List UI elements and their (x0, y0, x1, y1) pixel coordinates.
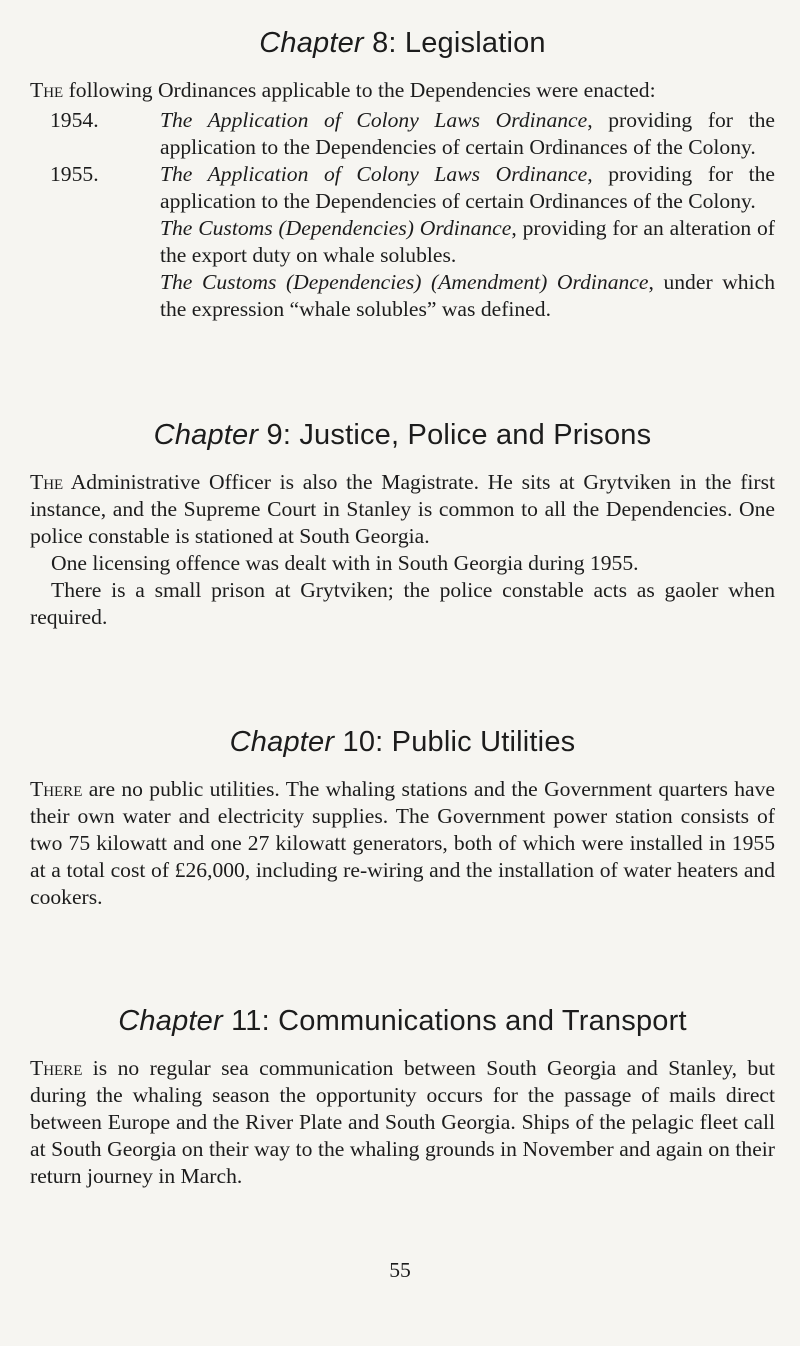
chapter-9-section (30, 414, 775, 631)
paragraph (30, 1055, 775, 1190)
paragraph-text: Administrative Officer is also the Magistrate. He sits at Grytviken in the first instance, and the Supreme Court in Stanley is common to all the Dependencies. One police constable is stationed at South Georgia. (30, 470, 775, 548)
chapter-title: 11: Communications and Transport (231, 1005, 687, 1037)
chapter-word: Chapter (259, 27, 364, 59)
intro-text: following Ordinances applicable to the Dependencies were enacted: (63, 78, 656, 102)
chapter-word: Chapter (118, 1005, 223, 1037)
chapter-10-section (30, 721, 775, 911)
ordinance-description: , providing for the application to the Dependencies of certain Ordinances of the Colony. (160, 162, 775, 213)
ordinance-title: The Customs (Dependencies) Ordinance (160, 216, 512, 240)
chapter-title: 9: Justice, Police and Prisons (266, 419, 652, 451)
chapter-9-heading (30, 414, 775, 456)
chapter-title: 8: Legislation (372, 27, 546, 59)
lead-word: The (30, 78, 64, 102)
paragraph-text: is no regular sea communication between South Georgia and Stanley, but during the whaling season the opportunity occurs for the passage of mails direct between Europe and the River Plate and South Georgia. Ships of the pelagic fleet call at South Georgia on their way to the whaling grounds in November and again on their return journey in March. (30, 1056, 775, 1188)
chapter-10-heading (30, 721, 775, 763)
paragraph: There is a small prison at Grytviken; the police constable acts as gaoler when required. (30, 578, 775, 629)
ordinance-entry (30, 269, 775, 323)
paragraph-text: are no public utilities. The whaling stations and the Government quarters have their own water and electricity supplies. The Government power station consists of two 75 kilowatt and one 27 kilowatt generators, both of which were installed in 1955 at a total cost of £26,000, including re-wiring and the installation of water heaters and cookers. (30, 777, 775, 909)
paragraph (30, 469, 775, 550)
ordinance-entry (30, 107, 775, 161)
chapter-word: Chapter (153, 419, 259, 451)
paragraph: One licensing offence was dealt with in South Georgia during 1955. (51, 551, 639, 575)
lead-word: There (30, 1056, 83, 1080)
chapter-title: 10: Public Utilities (342, 726, 576, 758)
lead-word: There (30, 777, 83, 801)
ordinance-description: , providing for an alteration of the export duty on whale solubles. (160, 216, 775, 267)
ordinance-entry (30, 161, 775, 215)
chapter-word: Chapter (229, 726, 335, 758)
ordinance-list (30, 107, 775, 323)
chapter-8-heading (30, 22, 775, 64)
ordinance-title: The Customs (Dependencies) (Amendment) Ordinance (160, 270, 649, 294)
page-number: 55 (389, 1258, 411, 1282)
ordinance-description: , providing for the application to the Dependencies of certain Ordinances of the Colony. (160, 108, 775, 159)
chapter-11-section (30, 1000, 775, 1190)
page-content (30, 22, 775, 1190)
paragraph (30, 776, 775, 911)
ordinance-entry (30, 215, 775, 269)
lead-word: The (30, 470, 64, 494)
ordinance-description: , under which the expression “whale solubles” was defined. (160, 270, 775, 321)
ordinance-year: 1954. (50, 108, 99, 132)
chapter-11-heading (30, 1000, 775, 1042)
legislation-intro (30, 77, 775, 104)
chapter-8-section (30, 22, 775, 323)
ordinance-title: The Application of Colony Laws Ordinance (160, 108, 588, 132)
ordinance-title: The Application of Colony Laws Ordinance (160, 162, 588, 186)
ordinance-year: 1955. (50, 162, 99, 186)
